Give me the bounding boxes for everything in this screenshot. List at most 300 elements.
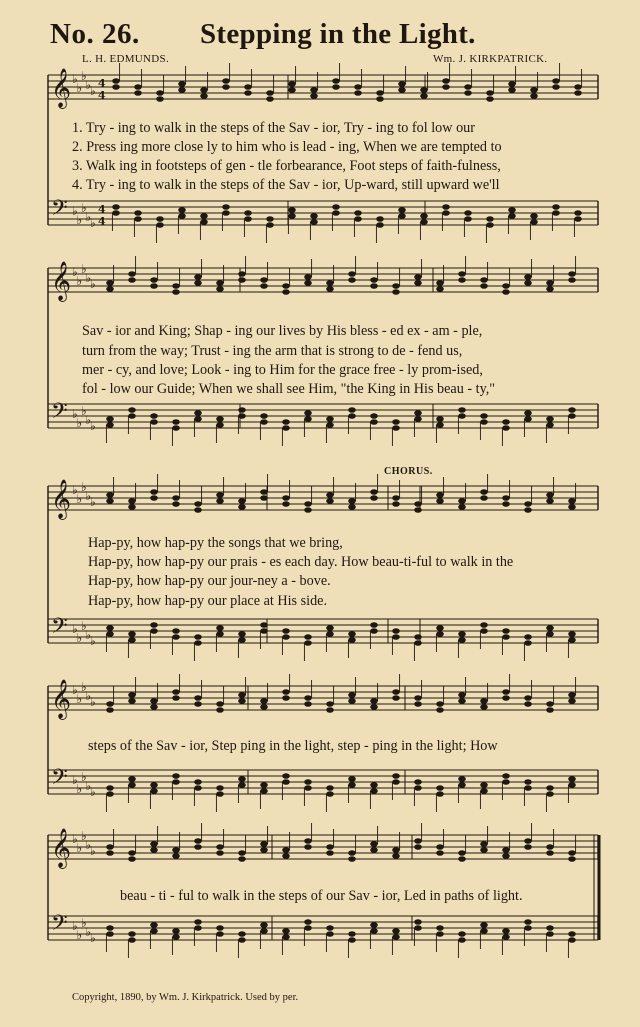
note-head — [458, 277, 466, 283]
note-head — [370, 413, 378, 419]
note-head — [200, 213, 208, 219]
note-head — [216, 492, 224, 498]
note-head — [458, 931, 466, 937]
note-head — [546, 492, 554, 498]
bass-clef-icon: 𝄢 — [51, 196, 68, 226]
note-head — [304, 844, 312, 850]
note-head — [332, 204, 340, 210]
note-head — [458, 776, 466, 782]
note-head — [348, 856, 356, 862]
note-head — [238, 692, 246, 698]
note-head — [502, 495, 510, 501]
note-head — [458, 692, 466, 698]
note-head — [178, 81, 186, 87]
note-head — [546, 631, 554, 637]
flat-icon: ♭ — [76, 81, 83, 95]
lyric-line: Hap-py, how hap-py our prais - es each day. How beau-ti-ful to walk in the — [88, 554, 514, 570]
flat-icon: ♭ — [72, 407, 78, 421]
note-head — [524, 410, 532, 416]
flat-icon: ♭ — [76, 841, 83, 855]
note-head — [414, 785, 422, 791]
note-head — [524, 416, 532, 422]
note-head — [502, 283, 510, 289]
note-head — [392, 283, 400, 289]
note-head — [376, 90, 384, 96]
note-head — [436, 850, 444, 856]
note-head — [304, 919, 312, 925]
note-head — [348, 776, 356, 782]
note-head — [266, 90, 274, 96]
note-head — [392, 853, 400, 859]
bass-clef-icon: 𝄢 — [51, 614, 68, 644]
note-head — [480, 622, 488, 628]
lyric-line: 2. Press ing more close ly to him who is lead - ing, When we are tempted to — [72, 139, 502, 155]
note-head — [458, 498, 466, 504]
flat-icon: ♭ — [76, 213, 83, 227]
note-head — [216, 785, 224, 791]
note-head — [238, 937, 246, 943]
note-head — [458, 937, 466, 943]
note-head — [392, 634, 400, 640]
note-head — [106, 625, 114, 631]
note-head — [128, 504, 136, 510]
note-head — [464, 90, 472, 96]
note-head — [502, 425, 510, 431]
note-head — [134, 210, 142, 216]
note-head — [238, 413, 246, 419]
note-head — [392, 695, 400, 701]
hymn-title: Stepping in the Light. — [200, 18, 476, 50]
note-head — [326, 707, 334, 713]
note-head — [238, 631, 246, 637]
flat-icon: ♭ — [90, 695, 96, 709]
time-signature: 4 — [98, 89, 106, 102]
note-head — [546, 844, 554, 850]
note-head — [282, 419, 290, 425]
note-head — [282, 289, 290, 295]
note-head — [238, 931, 246, 937]
note-head — [420, 87, 428, 93]
note-head — [398, 213, 406, 219]
note-head — [436, 422, 444, 428]
note-head — [128, 413, 136, 419]
note-head — [222, 78, 230, 84]
note-head — [216, 416, 224, 422]
note-head — [414, 280, 422, 286]
lyric-line: 4. Try - ing to walk in the steps of the Sav - ior, Up-ward, still upward we'll — [72, 177, 500, 193]
note-head — [568, 698, 576, 704]
note-head — [574, 84, 582, 90]
note-head — [282, 689, 290, 695]
note-head — [480, 277, 488, 283]
note-head — [568, 856, 576, 862]
flat-icon: ♭ — [72, 683, 78, 697]
note-head — [348, 850, 356, 856]
flat-icon: ♭ — [90, 634, 96, 648]
bass-clef-icon: 𝄢 — [51, 399, 68, 429]
note-head — [244, 90, 252, 96]
note-head — [194, 410, 202, 416]
note-head — [392, 628, 400, 634]
note-head — [238, 856, 246, 862]
note-head — [172, 934, 180, 940]
note-head — [216, 925, 224, 931]
lyric-line: Sav - ior and King; Shap - ing our lives by His bless - ed ex - am - ple, — [82, 323, 483, 339]
note-head — [332, 78, 340, 84]
note-head — [128, 277, 136, 283]
flat-icon: ♭ — [76, 492, 83, 506]
note-head — [486, 96, 494, 102]
note-head — [524, 274, 532, 280]
note-head — [238, 776, 246, 782]
note-head — [546, 850, 554, 856]
note-head — [568, 931, 576, 937]
note-head — [238, 637, 246, 643]
flat-icon: ♭ — [72, 72, 78, 86]
note-head — [106, 925, 114, 931]
note-head — [150, 704, 158, 710]
flat-icon: ♭ — [81, 262, 87, 276]
note-head — [150, 419, 158, 425]
note-head — [502, 695, 510, 701]
note-head — [150, 922, 158, 928]
note-head — [502, 847, 510, 853]
lyric-line: Hap-py, how hap-py our place at His side. — [88, 593, 328, 609]
note-head — [282, 779, 290, 785]
note-head — [552, 84, 560, 90]
note-head — [216, 631, 224, 637]
lyric-line: 3. Walk ing in footsteps of gen - tle forbearance, Foot steps of faith-fulness, — [72, 158, 501, 174]
note-head — [480, 413, 488, 419]
note-head — [458, 413, 466, 419]
note-head — [150, 495, 158, 501]
note-head — [348, 498, 356, 504]
note-head — [244, 216, 252, 222]
note-head — [348, 631, 356, 637]
note-head — [524, 640, 532, 646]
treble-clef-icon: 𝄞 — [51, 261, 72, 301]
note-head — [326, 492, 334, 498]
note-head — [502, 689, 510, 695]
lyric-line: fol - low our Guide; When we shall see Him, "the King in His beau - ty," — [82, 381, 496, 397]
note-head — [238, 698, 246, 704]
note-head — [216, 625, 224, 631]
flat-icon: ♭ — [76, 631, 83, 645]
note-head — [282, 928, 290, 934]
note-head — [128, 637, 136, 643]
note-head — [348, 277, 356, 283]
flat-icon: ♭ — [81, 680, 87, 694]
note-head — [238, 277, 246, 283]
time-signature: 4 — [98, 203, 106, 216]
note-head — [332, 84, 340, 90]
note-head — [524, 280, 532, 286]
note-head — [266, 96, 274, 102]
note-head — [546, 931, 554, 937]
note-head — [546, 416, 554, 422]
note-head — [238, 498, 246, 504]
note-head — [150, 698, 158, 704]
note-head — [288, 213, 296, 219]
note-head — [568, 937, 576, 943]
flat-icon: ♭ — [85, 925, 92, 939]
note-head — [216, 707, 224, 713]
note-head — [458, 631, 466, 637]
note-head — [304, 280, 312, 286]
note-head — [326, 422, 334, 428]
copyright-footer: Copyright, 1890, by Wm. J. Kirkpatrick. Used by per. — [72, 992, 299, 1003]
note-head — [354, 84, 362, 90]
note-head — [436, 631, 444, 637]
lyricist-credit: L. H. EDMUNDS. — [82, 53, 170, 65]
note-head — [392, 419, 400, 425]
note-head — [304, 701, 312, 707]
note-head — [392, 773, 400, 779]
note-head — [156, 90, 164, 96]
note-head — [106, 498, 114, 504]
note-head — [216, 498, 224, 504]
note-head — [546, 625, 554, 631]
note-head — [106, 280, 114, 286]
flat-icon: ♭ — [81, 619, 87, 633]
note-head — [266, 216, 274, 222]
note-head — [436, 844, 444, 850]
note-head — [326, 701, 334, 707]
note-head — [568, 776, 576, 782]
note-head — [414, 919, 422, 925]
flat-icon: ♭ — [85, 271, 92, 285]
flat-icon: ♭ — [72, 265, 78, 279]
bass-clef-icon: 𝄢 — [51, 765, 68, 795]
flat-icon: ♭ — [90, 495, 96, 509]
note-head — [442, 78, 450, 84]
note-head — [106, 707, 114, 713]
note-head — [414, 779, 422, 785]
note-head — [414, 634, 422, 640]
note-head — [436, 785, 444, 791]
note-head — [172, 628, 180, 634]
lyric-line: Hap-py, how hap-py the songs that we bring, — [88, 535, 343, 551]
note-head — [414, 844, 422, 850]
note-head — [414, 501, 422, 507]
note-head — [414, 274, 422, 280]
flat-icon: ♭ — [72, 773, 78, 787]
note-head — [508, 207, 516, 213]
note-head — [112, 210, 120, 216]
note-head — [458, 856, 466, 862]
flat-icon: ♭ — [81, 69, 87, 83]
note-head — [260, 847, 268, 853]
note-head — [106, 701, 114, 707]
note-head — [392, 779, 400, 785]
note-head — [216, 286, 224, 292]
note-head — [480, 847, 488, 853]
note-head — [480, 489, 488, 495]
note-head — [244, 210, 252, 216]
note-head — [436, 280, 444, 286]
note-head — [128, 931, 136, 937]
note-head — [370, 419, 378, 425]
note-head — [172, 501, 180, 507]
note-head — [304, 634, 312, 640]
note-head — [370, 628, 378, 634]
note-head — [282, 773, 290, 779]
note-head — [150, 788, 158, 794]
note-head — [134, 90, 142, 96]
note-head — [530, 219, 538, 225]
note-head — [370, 782, 378, 788]
note-head — [458, 271, 466, 277]
note-head — [436, 625, 444, 631]
note-head — [216, 791, 224, 797]
note-head — [480, 698, 488, 704]
note-head — [106, 422, 114, 428]
note-head — [282, 853, 290, 859]
note-head — [502, 634, 510, 640]
note-head — [376, 96, 384, 102]
note-head — [194, 919, 202, 925]
note-head — [392, 928, 400, 934]
note-head — [326, 625, 334, 631]
note-head — [370, 283, 378, 289]
note-head — [480, 495, 488, 501]
note-head — [310, 93, 318, 99]
note-head — [370, 277, 378, 283]
note-head — [458, 504, 466, 510]
note-head — [420, 219, 428, 225]
note-head — [194, 501, 202, 507]
note-head — [194, 701, 202, 707]
flat-icon: ♭ — [90, 277, 96, 291]
note-head — [194, 507, 202, 513]
note-head — [194, 634, 202, 640]
flat-icon: ♭ — [90, 785, 96, 799]
note-head — [502, 501, 510, 507]
note-head — [238, 504, 246, 510]
note-head — [106, 631, 114, 637]
flat-icon: ♭ — [76, 416, 83, 430]
note-head — [222, 84, 230, 90]
note-head — [282, 425, 290, 431]
flat-icon: ♭ — [81, 480, 87, 494]
note-head — [348, 271, 356, 277]
note-head — [524, 785, 532, 791]
note-head — [458, 782, 466, 788]
chorus-label: CHORUS. — [384, 466, 433, 477]
note-head — [260, 922, 268, 928]
note-head — [304, 640, 312, 646]
note-head — [568, 271, 576, 277]
flat-icon: ♭ — [85, 779, 92, 793]
note-head — [326, 280, 334, 286]
note-head — [156, 96, 164, 102]
note-head — [150, 847, 158, 853]
note-head — [480, 628, 488, 634]
note-head — [546, 280, 554, 286]
note-head — [524, 844, 532, 850]
note-head — [486, 90, 494, 96]
note-head — [546, 422, 554, 428]
note-head — [392, 847, 400, 853]
treble-clef-icon: 𝄞 — [51, 679, 72, 719]
note-head — [326, 925, 334, 931]
note-head — [288, 207, 296, 213]
flat-icon: ♭ — [72, 483, 78, 497]
note-head — [568, 850, 576, 856]
note-head — [304, 501, 312, 507]
note-head — [546, 707, 554, 713]
note-head — [128, 782, 136, 788]
flat-icon: ♭ — [72, 919, 78, 933]
note-head — [150, 283, 158, 289]
note-head — [200, 93, 208, 99]
bass-clef-icon: 𝄢 — [51, 911, 68, 941]
note-head — [524, 925, 532, 931]
flat-icon: ♭ — [81, 829, 87, 843]
treble-clef-icon: 𝄞 — [51, 479, 72, 519]
note-head — [260, 788, 268, 794]
note-head — [524, 838, 532, 844]
flat-icon: ♭ — [72, 832, 78, 846]
note-head — [194, 838, 202, 844]
flat-icon: ♭ — [85, 838, 92, 852]
note-head — [354, 210, 362, 216]
note-head — [568, 637, 576, 643]
note-head — [436, 791, 444, 797]
note-head — [524, 634, 532, 640]
note-head — [502, 419, 510, 425]
note-head — [414, 410, 422, 416]
note-head — [502, 289, 510, 295]
note-head — [178, 87, 186, 93]
note-head — [216, 701, 224, 707]
note-head — [194, 779, 202, 785]
note-head — [106, 416, 114, 422]
note-head — [244, 84, 252, 90]
note-head — [310, 219, 318, 225]
note-head — [216, 280, 224, 286]
note-head — [480, 928, 488, 934]
note-head — [128, 856, 136, 862]
note-head — [502, 934, 510, 940]
note-head — [238, 782, 246, 788]
flat-icon: ♭ — [85, 413, 92, 427]
note-head — [348, 931, 356, 937]
note-head — [392, 425, 400, 431]
note-head — [392, 289, 400, 295]
note-head — [574, 210, 582, 216]
note-head — [150, 413, 158, 419]
flat-icon: ♭ — [72, 204, 78, 218]
note-head — [370, 495, 378, 501]
note-head — [238, 271, 246, 277]
flat-icon: ♭ — [76, 782, 83, 796]
note-head — [568, 277, 576, 283]
note-head — [530, 87, 538, 93]
note-head — [194, 280, 202, 286]
note-head — [288, 87, 296, 93]
note-head — [568, 692, 576, 698]
note-head — [436, 707, 444, 713]
note-head — [348, 637, 356, 643]
note-head — [436, 925, 444, 931]
note-head — [370, 704, 378, 710]
note-head — [260, 841, 268, 847]
note-head — [392, 501, 400, 507]
note-head — [238, 850, 246, 856]
note-head — [414, 640, 422, 646]
note-head — [376, 222, 384, 228]
